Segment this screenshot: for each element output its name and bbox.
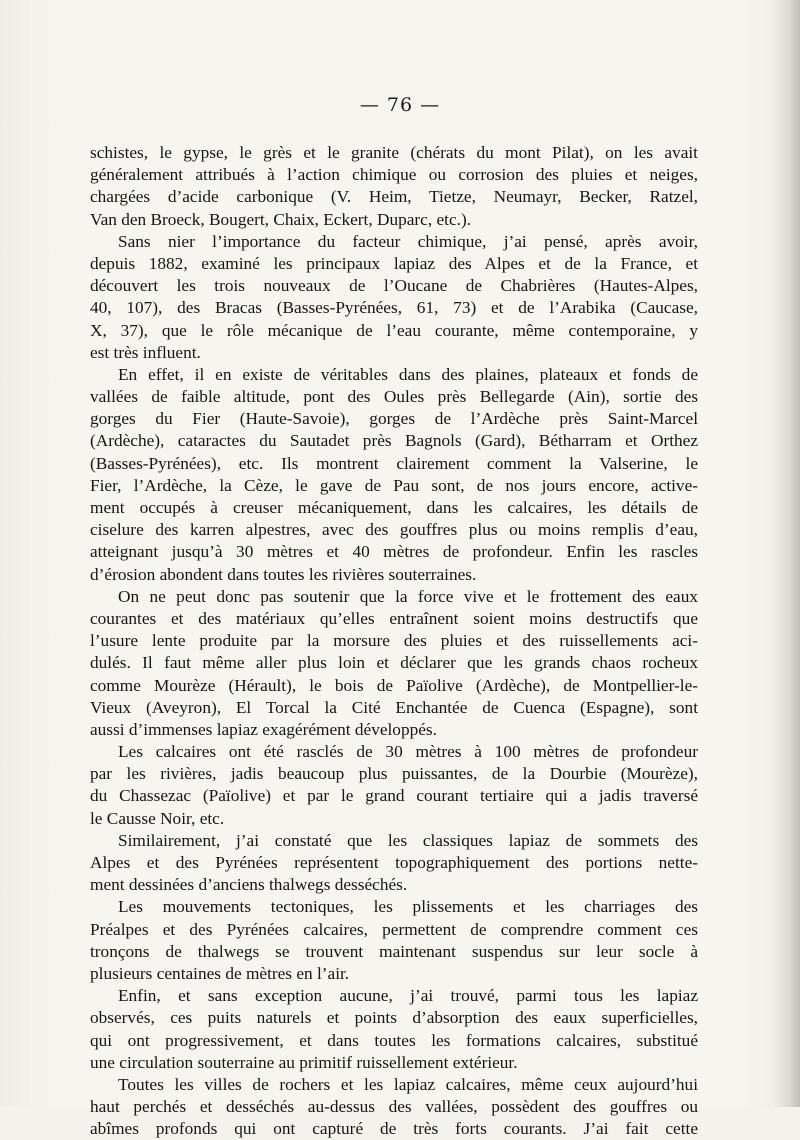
text-line: atteignant jusqu’à 30 mètres et 40 mètres de profondeur. Enfin les rascles [90, 542, 698, 562]
text-line: aussi d’immenses lapiaz exagérément développés. [90, 719, 437, 739]
text-line: abîmes profonds qui ont capturé de très forts courants. J’ai fait cette [90, 1119, 698, 1139]
text-line: l’usure lente produite par la morsure des pluies et des ruissellements aci- [90, 631, 698, 651]
body-text [90, 142, 698, 1140]
text-line: ment dessinées d’anciens thalwegs desséchés. [90, 875, 408, 895]
text-line: Alpes et des Pyrénées représentent topographiquement des portions nette- [90, 853, 698, 872]
text-line: On ne peut donc pas soutenir que la force vive et le frottement des eaux [118, 586, 698, 606]
page-edge-shadow [772, 0, 800, 1107]
text-line: d’érosion abondent dans toutes les rivières souterraines. [90, 564, 477, 584]
text-line: comme Mourèze (Hérault), le bois de Païolive (Ardèche), de Montpellier-le- [90, 675, 698, 695]
text-line: tronçons de thalwegs se trouvent maintenant suspendus sur leur socle à [90, 941, 698, 961]
text-line: Fier, l’Ardèche, la Cèze, le gave de Pau sont, de nos jours encore, active- [90, 475, 698, 495]
paragraph [90, 985, 698, 1074]
text-line: dulés. Il faut même aller plus loin et déclarer que les grands chaos rocheux [90, 653, 698, 673]
text-line: une circulation souterraine au primitif ruissellement extérieur. [90, 1052, 518, 1072]
paragraph [90, 364, 698, 586]
paragraph [90, 741, 698, 830]
paragraph [90, 586, 698, 741]
text-line: du Chassezac (Païolive) et par le grand courant tertiaire qui a jadis traversé [90, 786, 698, 806]
text-line: depuis 1882, examiné les principaux lapiaz des Alpes et de la France, et [90, 253, 698, 273]
text-line: gorges du Fier (Haute-Savoie), gorges de l’Ardèche près Saint-Marcel [90, 409, 698, 429]
text-line: le Causse Noir, etc. [90, 808, 225, 828]
text-line: schistes, le gypse, le grès et le granite (chérats du mont Pilat), on les avait [90, 143, 698, 162]
text-line: généralement attribués à l’action chimique ou corrosion des pluies et neiges, [90, 165, 698, 185]
text-line: 40, 107), des Bracas (Basses-Pyrénées, 61, 73) et de l’Arabika (Caucase, [90, 298, 698, 318]
text-line: (Basses-Pyrénées), etc. Ils montrent clairement comment la Valserine, le [90, 453, 698, 473]
text-line: plusieurs centaines de mètres en l’air. [90, 963, 350, 983]
text-line: X, 37), que le rôle mécanique de l’eau courante, même contemporaine, y [90, 320, 698, 340]
text-line: Toutes les villes de rochers et les lapiaz calcaires, même ceux aujourd’hui [118, 1074, 698, 1094]
text-line: Vieux (Aveyron), El Torcal la Cité Enchantée de Cuenca (Espagne), sont [90, 697, 698, 717]
paragraph [90, 830, 698, 897]
text-line: par les rivières, jadis beaucoup plus puissantes, de la Dourbie (Mourèze), [90, 764, 698, 784]
text-line: Similairement, j’ai constaté que les classiques lapiaz de sommets des [118, 830, 698, 850]
paragraph [90, 142, 698, 231]
text-line: vallées de faible altitude, pont des Oules près Bellegarde (Ain), sortie des [90, 387, 698, 407]
text-line: chargées d’acide carbonique (V. Heim, Tietze, Neumayr, Becker, Ratzel, [90, 187, 698, 207]
text-line: observés, ces puits naturels et points d’absorption des eaux superficielles, [90, 1008, 698, 1028]
paragraph [90, 896, 698, 985]
text-line: Van den Broeck, Bougert, Chaix, Eckert, Duparc, etc.). [90, 209, 472, 229]
text-line: Les mouvements tectoniques, les plissements et les charriages des [118, 897, 698, 917]
text-line: Préalpes et des Pyrénées calcaires, permettent de comprendre comment ces [90, 919, 698, 939]
paragraph [90, 231, 698, 364]
text-line: haut perchés et desséchés au-dessus des vallées, possèdent des gouffres ou [90, 1097, 698, 1117]
page-number: — 76 — [359, 94, 441, 116]
text-line: Sans nier l’importance du facteur chimique, j’ai pensé, après avoir, [118, 231, 698, 251]
text-line: ment occupés à creuser mécaniquement, dans les calcaires, les détails de [90, 498, 698, 517]
text-line: (Ardèche), cataractes du Sautadet près Bagnols (Gard), Bétharram et Orthez [90, 431, 698, 451]
text-line: ciselure des karren alpestres, avec des gouffres plus ou moins remplis d’eau, [90, 520, 698, 540]
text-line: est très influent. [90, 342, 201, 362]
text-line: découvert les trois nouveaux de l’Oucane de Chabrières (Hautes-Alpes, [90, 276, 698, 296]
text-line: Les calcaires ont été rasclés de 30 mètres à 100 mètres de profondeur [118, 742, 698, 762]
text-line: En effet, il en existe de véritables dans des plaines, plateaux et fonds de [118, 364, 698, 384]
text-line: courantes et des matériaux qu’elles entraînent soient moins destructifs que [90, 608, 698, 628]
text-line: Enfin, et sans exception aucune, j’ai trouvé, parmi tous les lapiaz [118, 986, 698, 1006]
text-line: qui ont progressivement, et dans toutes les formations calcaires, substitué [90, 1030, 698, 1050]
